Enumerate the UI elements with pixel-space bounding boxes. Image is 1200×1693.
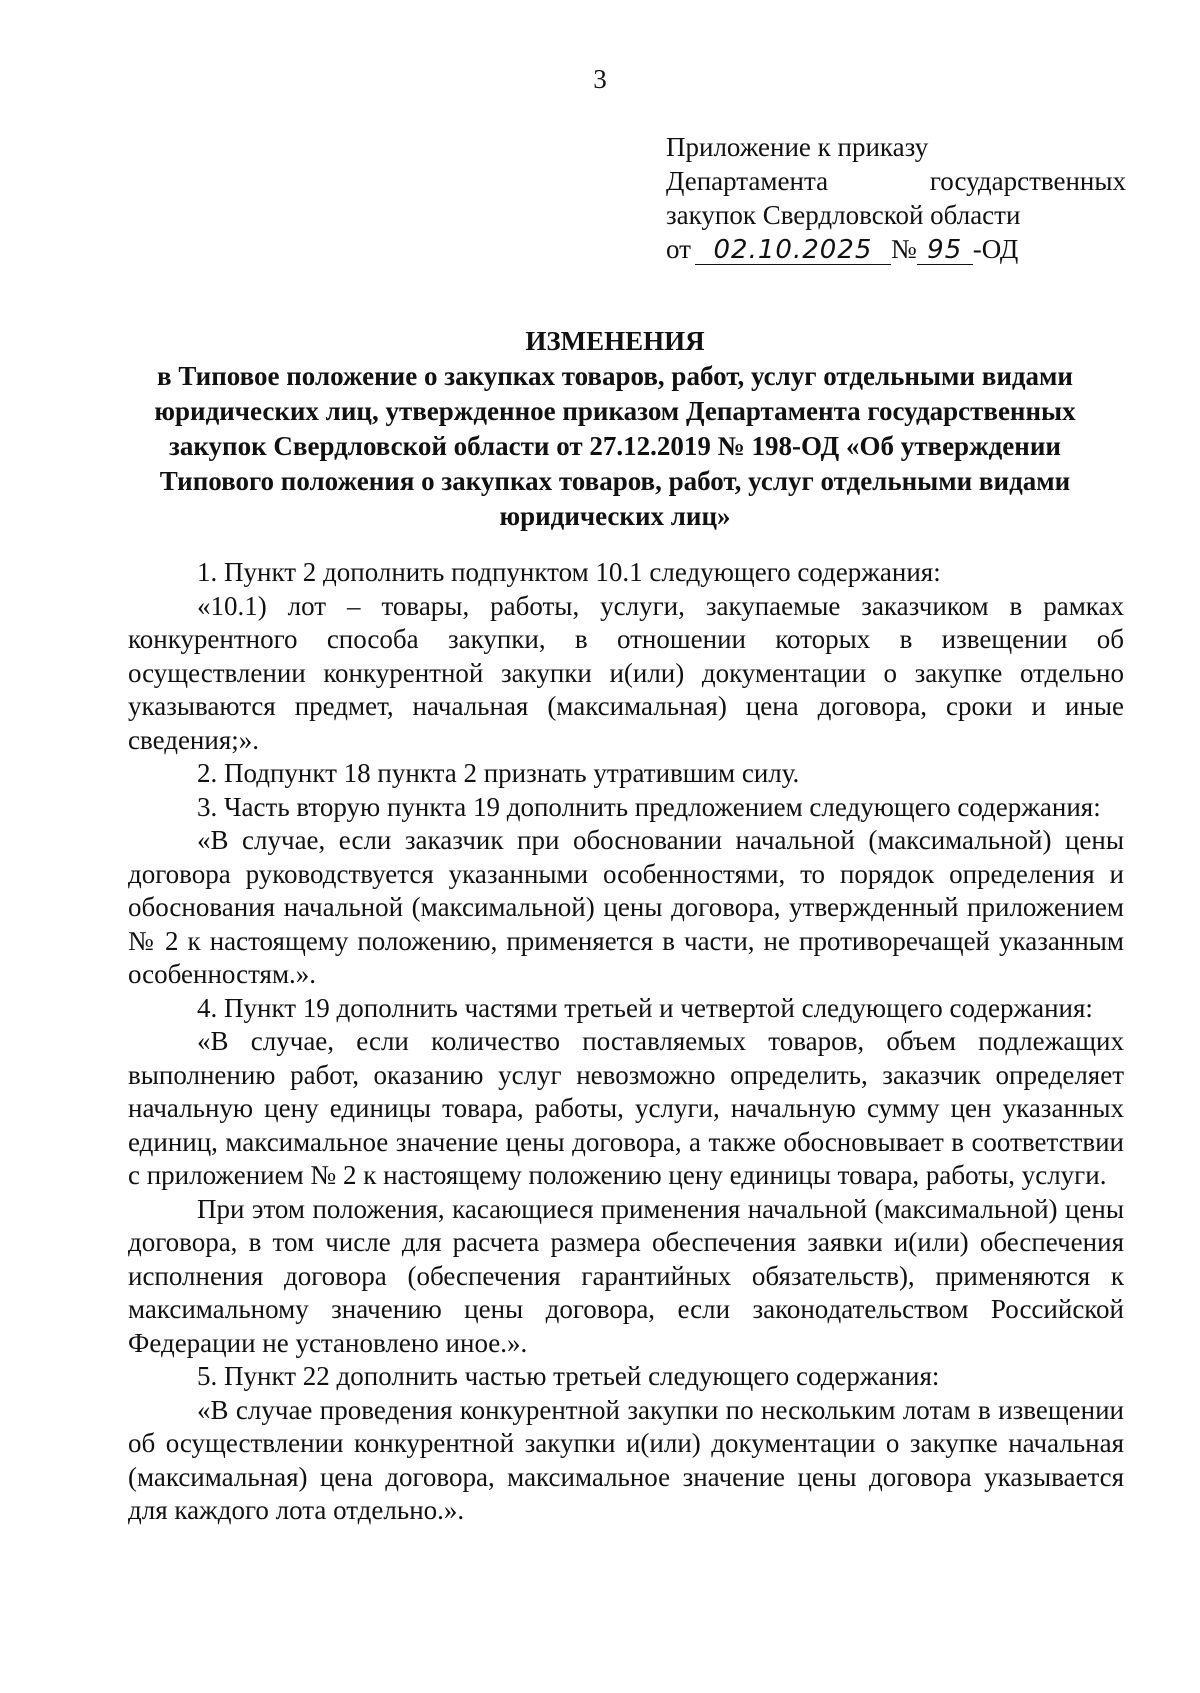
appendix-state: государственных bbox=[929, 166, 1126, 196]
appendix-department: Департамента bbox=[666, 166, 829, 196]
document-body bbox=[128, 556, 1124, 1528]
paragraph-5: «В случае, если заказчик при обосновании начальной (максимальной) цены договора руководствуется указанными особенностями, то порядок определения и обоснования начальной (максимальной) цены договора, утвержденный приложением № 2 к настоящему положению, применяется в части, не противоречащей указанным особенностям.». bbox=[128, 825, 1124, 989]
appendix-block bbox=[666, 130, 1126, 266]
paragraph-1: 1. Пункт 2 дополнить подпунктом 10.1 следующего содержания: bbox=[197, 557, 941, 587]
page-number: 3 bbox=[593, 64, 607, 94]
from-label: от bbox=[666, 234, 691, 264]
paragraph-7: «В случае, если количество поставляемых товаров, объем подлежащих выполнению работ, оказанию услуг невозможно определить, заказчик определяет начальную цену единицы товара, работы, услуги, начальную сумму цен указанных единиц, максимальное значение цены договора, а также обосновывает в соответствии с приложением № 2 к настоящему положению цену единицы товара, работы, услуги. bbox=[128, 1026, 1124, 1190]
appendix-line-2 bbox=[666, 164, 1126, 198]
paragraph-9: 5. Пункт 22 дополнить частью третьей следующего содержания: bbox=[197, 1361, 940, 1391]
paragraph-10: «В случае проведения конкурентной закупки по нескольким лотам в извещении об осуществлении конкурентной закупки и(или) документации о закупке начальная (максимальная) цена договора, максимальное значение цены договора указывается для каждого лота отдельно.». bbox=[128, 1394, 1124, 1525]
paragraph-3: 2. Подпункт 18 пункта 2 признать утратившим силу. bbox=[197, 758, 800, 788]
appendix-order-line bbox=[666, 232, 1126, 266]
paragraph-4: 3. Часть вторую пункта 19 дополнить предложением следующего содержания: bbox=[197, 791, 1101, 822]
paragraph-8: При этом положения, касающиеся применения начальной (максимальной) цены договора, в том числе для расчета размера обеспечения заявки и(или) обеспечения исполнения договора (обеспечения гарантийных обязательств), применяются к максимальному значению цены договора, если законодательством Российской Федерации не установлено иное.». bbox=[128, 1193, 1124, 1358]
title-heading: ИЗМЕНЕНИЯ bbox=[525, 326, 705, 356]
document-title bbox=[120, 324, 1110, 534]
order-suffix: -ОД bbox=[972, 234, 1019, 264]
paragraph-6: 4. Пункт 19 дополнить частями третьей и четвертой следующего содержания: bbox=[197, 992, 1093, 1023]
handwritten-date: 02.10.2025 bbox=[695, 236, 891, 265]
title-subtitle: в Типовое положение о закупках товаров, работ, услуг отдельными видами юридических лиц, утвержденное приказом Департамента государственных закупок Свердловской области от 27.12.2019 № 198-ОД «Об утверждении Типового положения о закупках товаров, работ, услуг отдельными видами юридических лиц» bbox=[154, 361, 1076, 531]
paragraph-2: «10.1) лот – товары, работы, услуги, закупаемые заказчиком в рамках конкурентного способа закупки, в отношении которых в извещении об осуществлении конкурентной закупки и(или) документации о закупке отдельно указываются предмет, начальная (максимальная) цена договора, сроки и иные сведения;». bbox=[128, 590, 1124, 755]
number-sign: № bbox=[890, 234, 917, 264]
appendix-line-1: Приложение к приказу bbox=[666, 132, 929, 162]
appendix-line-3: закупок Свердловской области bbox=[666, 200, 1021, 230]
handwritten-number: 95 bbox=[917, 236, 973, 265]
